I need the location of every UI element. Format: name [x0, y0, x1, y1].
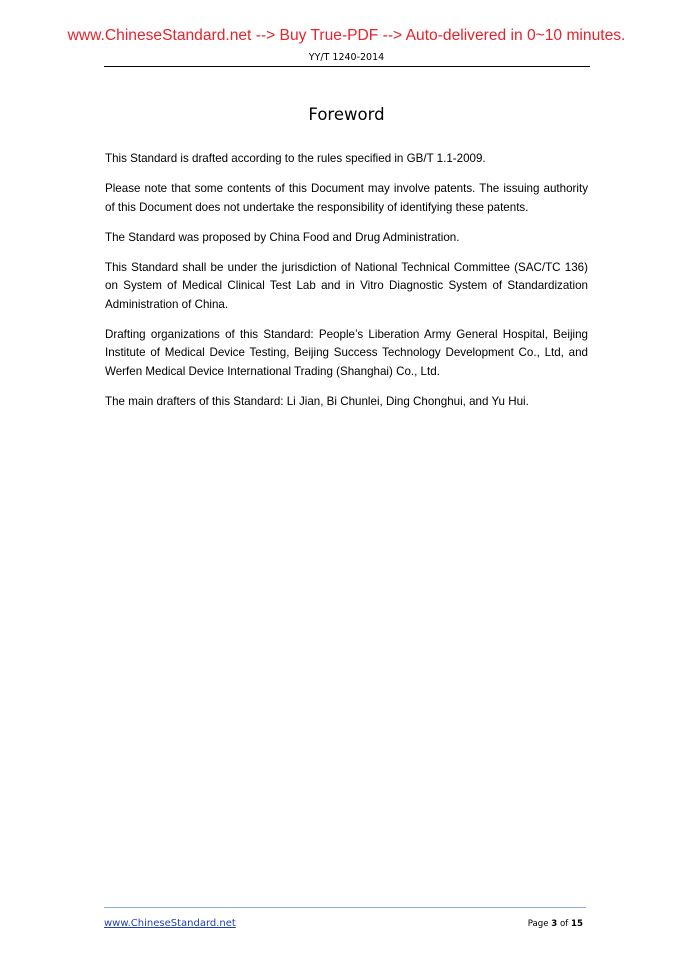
footer-divider — [104, 907, 586, 908]
page-current: 3 — [551, 919, 558, 929]
paragraph-proposer: The Standard was proposed by China Food and Drug Administration. — [105, 230, 460, 244]
page-label: Page — [527, 919, 549, 929]
header-divider — [104, 66, 590, 67]
page-indicator — [528, 919, 583, 929]
promo-banner: www.ChineseStandard.net --> Buy True-PDF --> Auto-delivered in 0~10 minutes. — [67, 27, 626, 44]
paragraph-drafting-rules: This Standard is drafted according to the rules specified in GB/T 1.1-2009. — [105, 152, 486, 165]
page-total: 15 — [571, 919, 583, 929]
footer-website-link[interactable]: www.ChineseStandard.net — [104, 918, 236, 929]
page-of-label: of — [560, 919, 569, 929]
foreword-body — [105, 150, 588, 423]
paragraph-drafting-organizations: Drafting organizations of this Standard: People’s Liberation Army General Hospital, Beijing Institute of Medical Device Testing, Beijing Success Technology Development Co., Ltd, and Werfen Medical Device International Trading (Shanghai) Co., Ltd. — [105, 327, 588, 378]
paragraph-patents-notice: Please note that some contents of this Document may involve patents. The issuing authority of this Document does not undertake the responsibility of identifying these patents. — [105, 182, 588, 214]
paragraph-main-drafters: The main drafters of this Standard: Li Jian, Bi Chunlei, Ding Chonghui, and Yu Hui. — [105, 394, 529, 408]
standard-number: YY/T 1240-2014 — [308, 52, 385, 63]
page-title: Foreword — [308, 105, 385, 124]
paragraph-jurisdiction: This Standard shall be under the jurisdiction of National Technical Committee (SAC/TC 136) on System of Medical Clinical Test Lab and in Vitro Diagnostic System of Standardization Administration of China. — [105, 260, 588, 311]
